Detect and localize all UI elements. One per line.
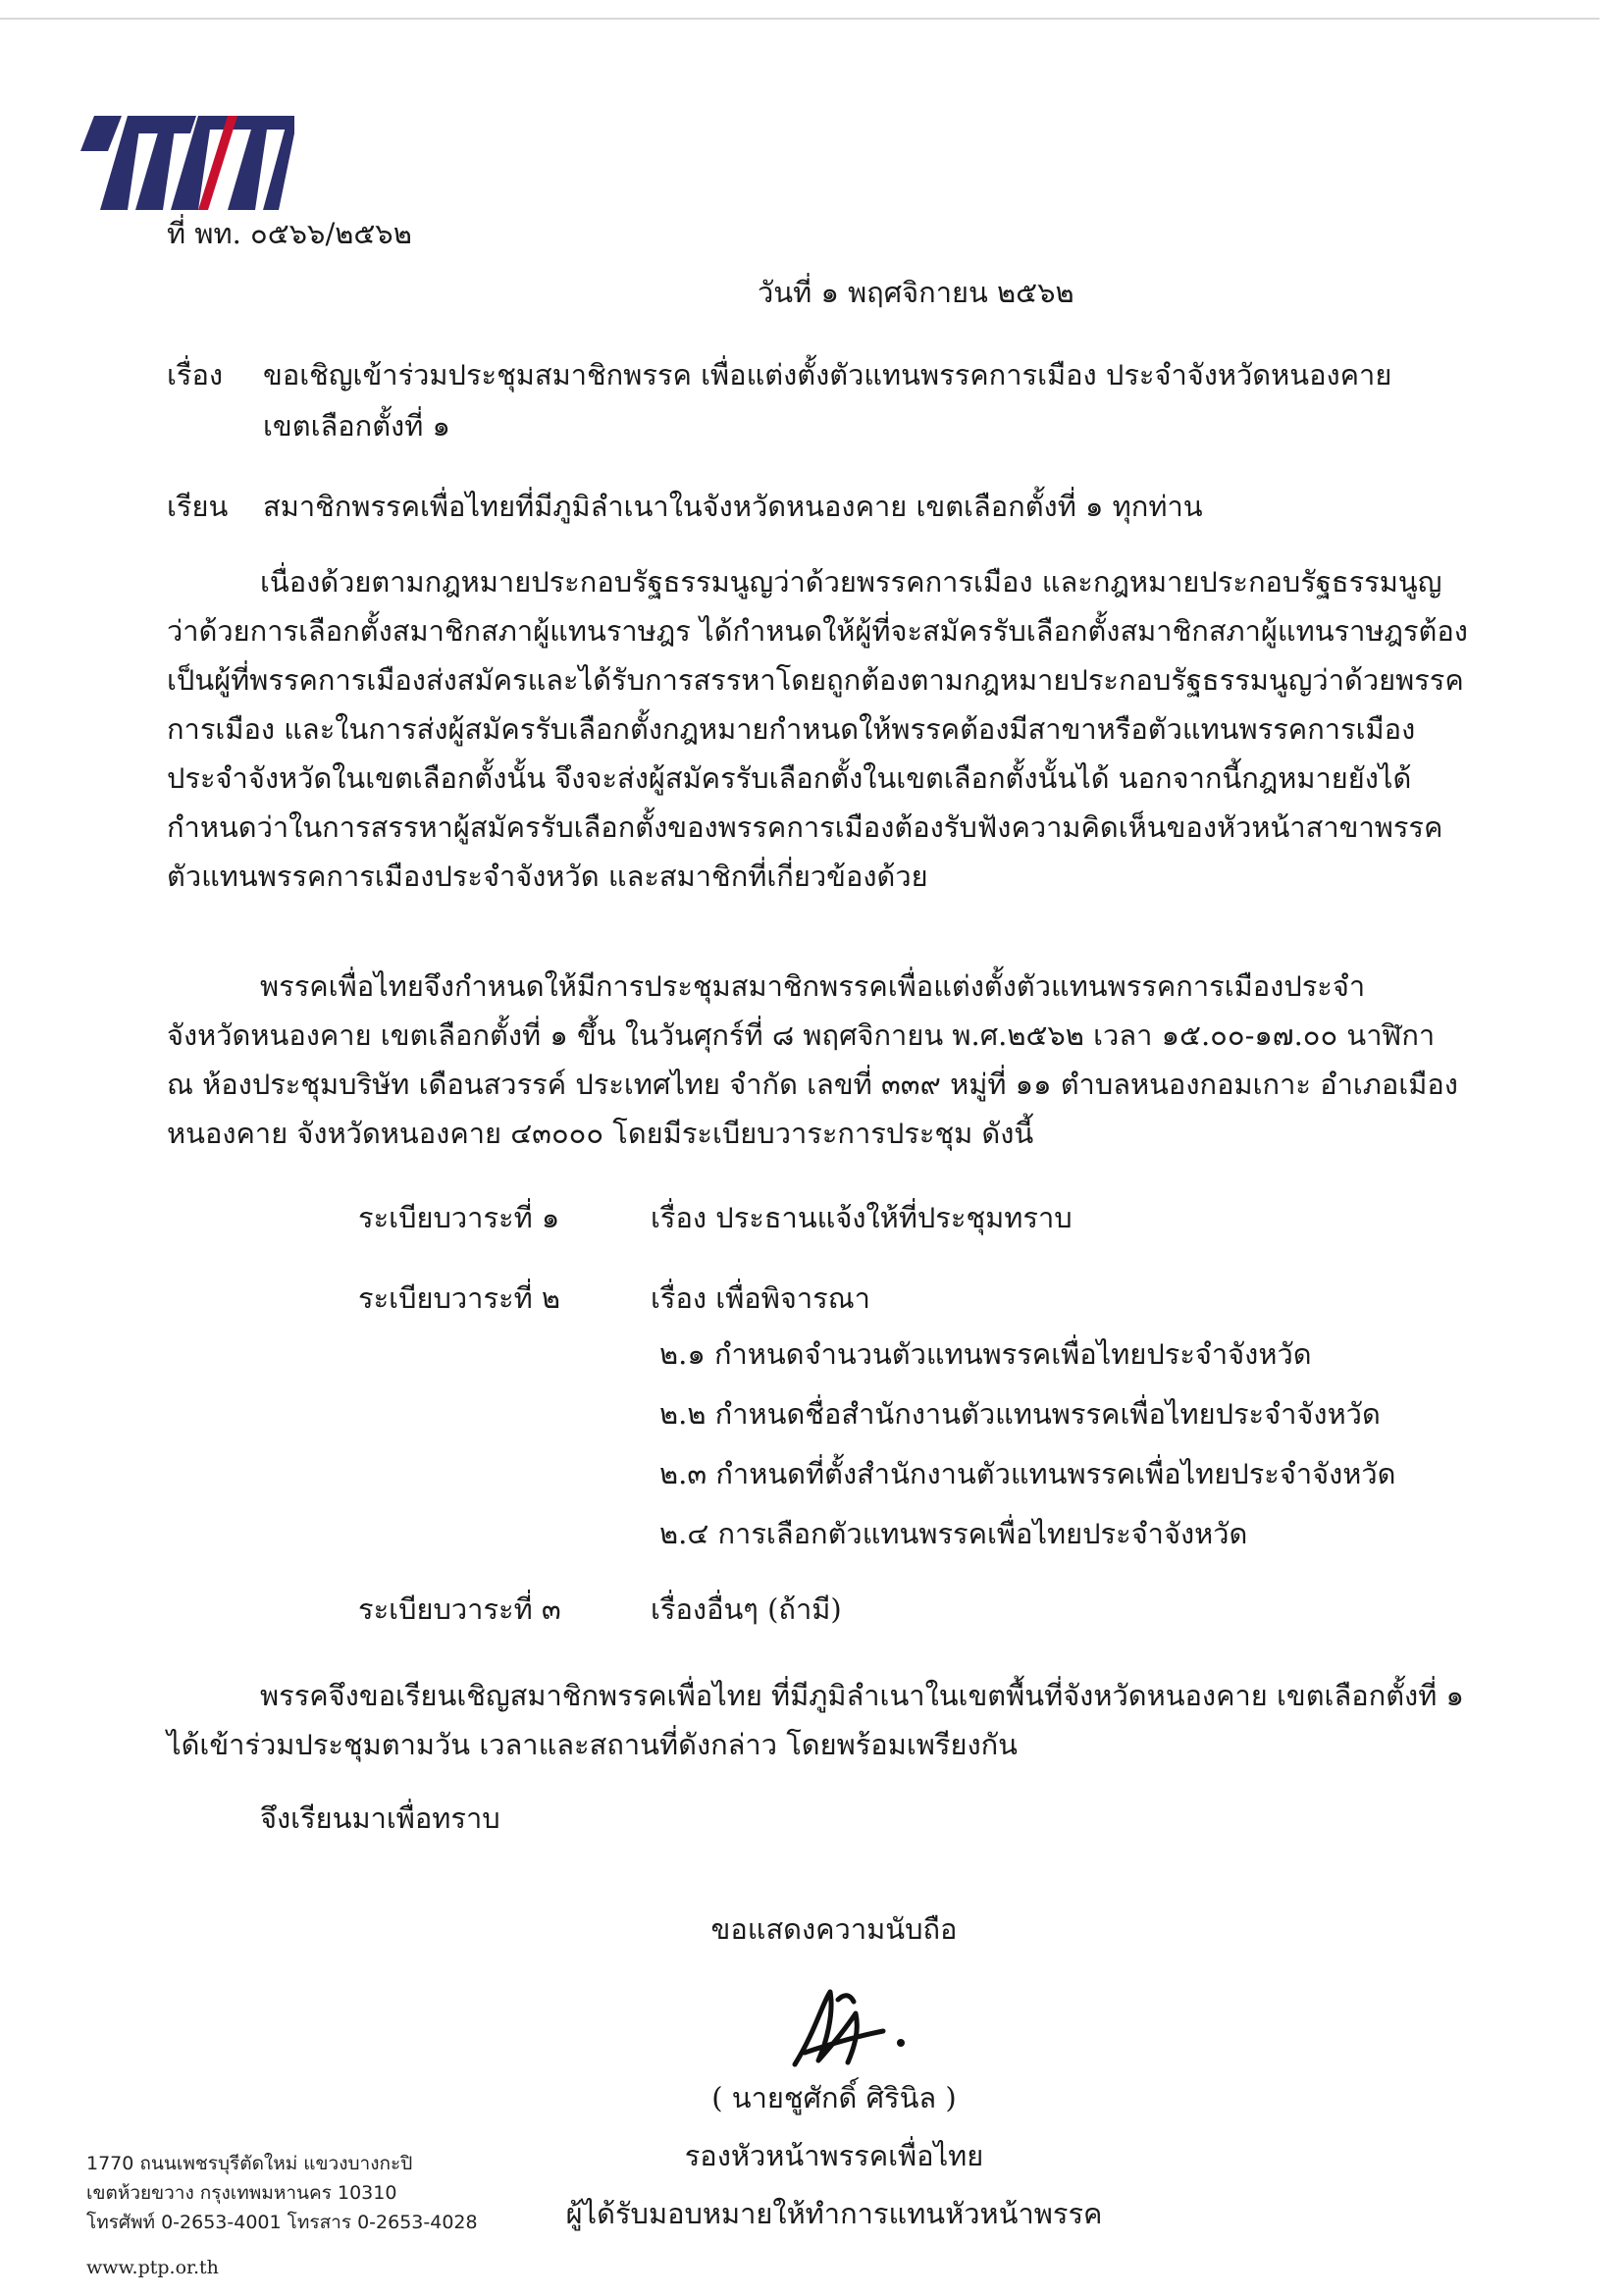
paragraph-line: การเมือง และในการส่งผู้สมัครรับเลือกตั้งกฎหมายกำหนดให้พรรคต้องมีสาขาหรือตัวแทนพรรคการเมือง: [167, 712, 1416, 746]
paragraph-line: ณ ห้องประชุมบริษัท เดือนสวรรค์ ประเทศไทย จำกัด เลขที่ ๓๓๙ หมู่ที่ ๑๑ ตำบลหนองกอมเกาะ อำเภอเมือง: [167, 1068, 1458, 1101]
recipient-text: สมาชิกพรรคเพื่อไทยที่มีภูมิลำเนาในจังหวัดหนองคาย เขตเลือกตั้งที่ ๑ ทุกท่าน: [263, 490, 1203, 523]
agenda-label-2: ระเบียบวาระที่ ๒: [358, 1281, 561, 1315]
paragraph-line: เนื่องด้วยตามกฎหมายประกอบรัฐธรรมนูญว่าด้วยพรรคการเมือง และกฎหมายประกอบรัฐธรรมนูญ: [260, 565, 1442, 599]
paragraph-line: ได้เข้าร่วมประชุมตามวัน เวลาและสถานที่ดังกล่าว โดยพร้อมเพรียงกัน: [167, 1728, 1018, 1761]
paragraph-line: พรรคจึงขอเรียนเชิญสมาชิกพรรคเพื่อไทย ที่มีภูมิลำเนาในเขตพื้นที่จังหวัดหนองคาย เขตเลือกตั้งที่ ๑: [260, 1679, 1464, 1712]
agenda-text-2: เรื่อง เพื่อพิจารณา: [651, 1281, 870, 1315]
footer-website-link[interactable]: www.ptp.or.th: [86, 2257, 219, 2278]
paragraph-line: ตัวแทนพรรคการเมืองประจำจังหวัด และสมาชิกที่เกี่ยวข้องด้วย: [167, 860, 928, 893]
paragraph-line: ประจำจังหวัดในเขตเลือกตั้งนั้น จึงจะส่งผู้สมัครรับเลือกตั้งในเขตเลือกตั้งนั้นได้ นอกจากนี้กฎหมายยังได้: [167, 761, 1412, 795]
agenda-subitem: ๒.๒ กำหนดชื่อสำนักงานตัวแทนพรรคเพื่อไทยประจำจังหวัด: [659, 1397, 1381, 1431]
footer-phone: โทรศัพท์ 0-2653-4001 โทรสาร 0-2653-4028: [86, 2212, 478, 2233]
closing-regards: ขอแสดงความนับถือ: [710, 1912, 958, 1946]
signer-title: รองหัวหน้าพรรคเพื่อไทย: [684, 2139, 984, 2172]
scan-edge-line: [0, 18, 1599, 20]
agenda-text-1: เรื่อง ประธานแจ้งให้ที่ประชุมทราบ: [651, 1201, 1073, 1234]
footer-address-line-2: เขตห้วยขวาง กรุงเทพมหานคร 10310: [86, 2182, 397, 2204]
recipient-label: เรียน: [167, 490, 229, 523]
paragraph-line: หนองคาย จังหวัดหนองคาย ๔๓๐๐๐ โดยมีระเบียบวาระการประชุม ดังนี้: [167, 1117, 1034, 1150]
footer-address-line-1: 1770 ถนนเพชรบุรีตัดใหม่ แขวงบางกะปิ: [86, 2153, 413, 2174]
paragraph-line: เป็นผู้ที่พรรคการเมืองส่งสมัครและได้รับการสรรหาโดยถูกต้องตามกฎหมายประกอบรัฐธรรมนูญว่าด้วยพรรค: [167, 663, 1464, 697]
signature-image: [775, 1974, 932, 2082]
agenda-text-3: เรื่องอื่นๆ (ถ้ามี): [651, 1592, 842, 1626]
paragraph-line: กำหนดว่าในการสรรหาผู้สมัครรับเลือกตั้งของพรรคการเมืองต้องรับฟังความคิดเห็นของหัวหน้าสาขาพรรค: [167, 810, 1443, 844]
footer-address: [86, 2149, 478, 2237]
reference-number: ที่ พท. ๐๕๖๖/๒๕๖๒: [167, 217, 412, 250]
agenda-label-3: ระเบียบวาระที่ ๓: [358, 1592, 561, 1626]
closing-inform: จึงเรียนมาเพื่อทราบ: [260, 1801, 500, 1835]
subject-line-1: ขอเชิญเข้าร่วมประชุมสมาชิกพรรค เพื่อแต่งตั้งตัวแทนพรรคการเมือง ประจำจังหวัดหนองคาย: [263, 358, 1392, 391]
signer-authority: ผู้ได้รับมอบหมายให้ทำการแทนหัวหน้าพรรค: [565, 2197, 1103, 2230]
paragraph-legal-basis: [167, 557, 1493, 901]
agenda-subitem: ๒.๓ กำหนดที่ตั้งสำนักงานตัวแทนพรรคเพื่อไทยประจำจังหวัด: [659, 1457, 1396, 1490]
subject-line-2: เขตเลือกตั้งที่ ๑: [263, 409, 450, 443]
agenda-subitem: ๒.๑ กำหนดจำนวนตัวแทนพรรคเพื่อไทยประจำจังหวัด: [659, 1337, 1312, 1371]
paragraph-line: ว่าด้วยการเลือกตั้งสมาชิกสภาผู้แทนราษฎร ได้กำหนดให้ผู้ที่จะสมัครรับเลือกตั้งสมาชิกสภาผู้แทนราษฎรต้อง: [167, 614, 1468, 648]
subject-label: เรื่อง: [167, 358, 224, 391]
signer-name: ( นายชูศักดิ์ ศิรินิล ): [711, 2081, 957, 2114]
paragraph-meeting-details: [167, 962, 1493, 1158]
paragraph-line: จังหวัดหนองคาย เขตเลือกตั้งที่ ๑ ขึ้น ในวันศุกร์ที่ ๘ พฤศจิกายน พ.ศ.๒๕๖๒ เวลา ๑๕.๐๐-๑๗.๐๐ นาฬิกา: [167, 1018, 1436, 1052]
party-logo: [80, 116, 294, 210]
letter-date: วันที่ ๑ พฤศจิกายน ๒๕๖๒: [758, 276, 1074, 309]
agenda-subitem: ๒.๔ การเลือกตัวแทนพรรคเพื่อไทยประจำจังหวัด: [659, 1517, 1248, 1550]
paragraph-line: พรรคเพื่อไทยจึงกำหนดให้มีการประชุมสมาชิกพรรคเพื่อแต่งตั้งตัวแทนพรรคการเมืองประจำ: [260, 969, 1366, 1003]
agenda-label-1: ระเบียบวาระที่ ๑: [358, 1201, 560, 1234]
paragraph-invitation: [167, 1671, 1493, 1769]
